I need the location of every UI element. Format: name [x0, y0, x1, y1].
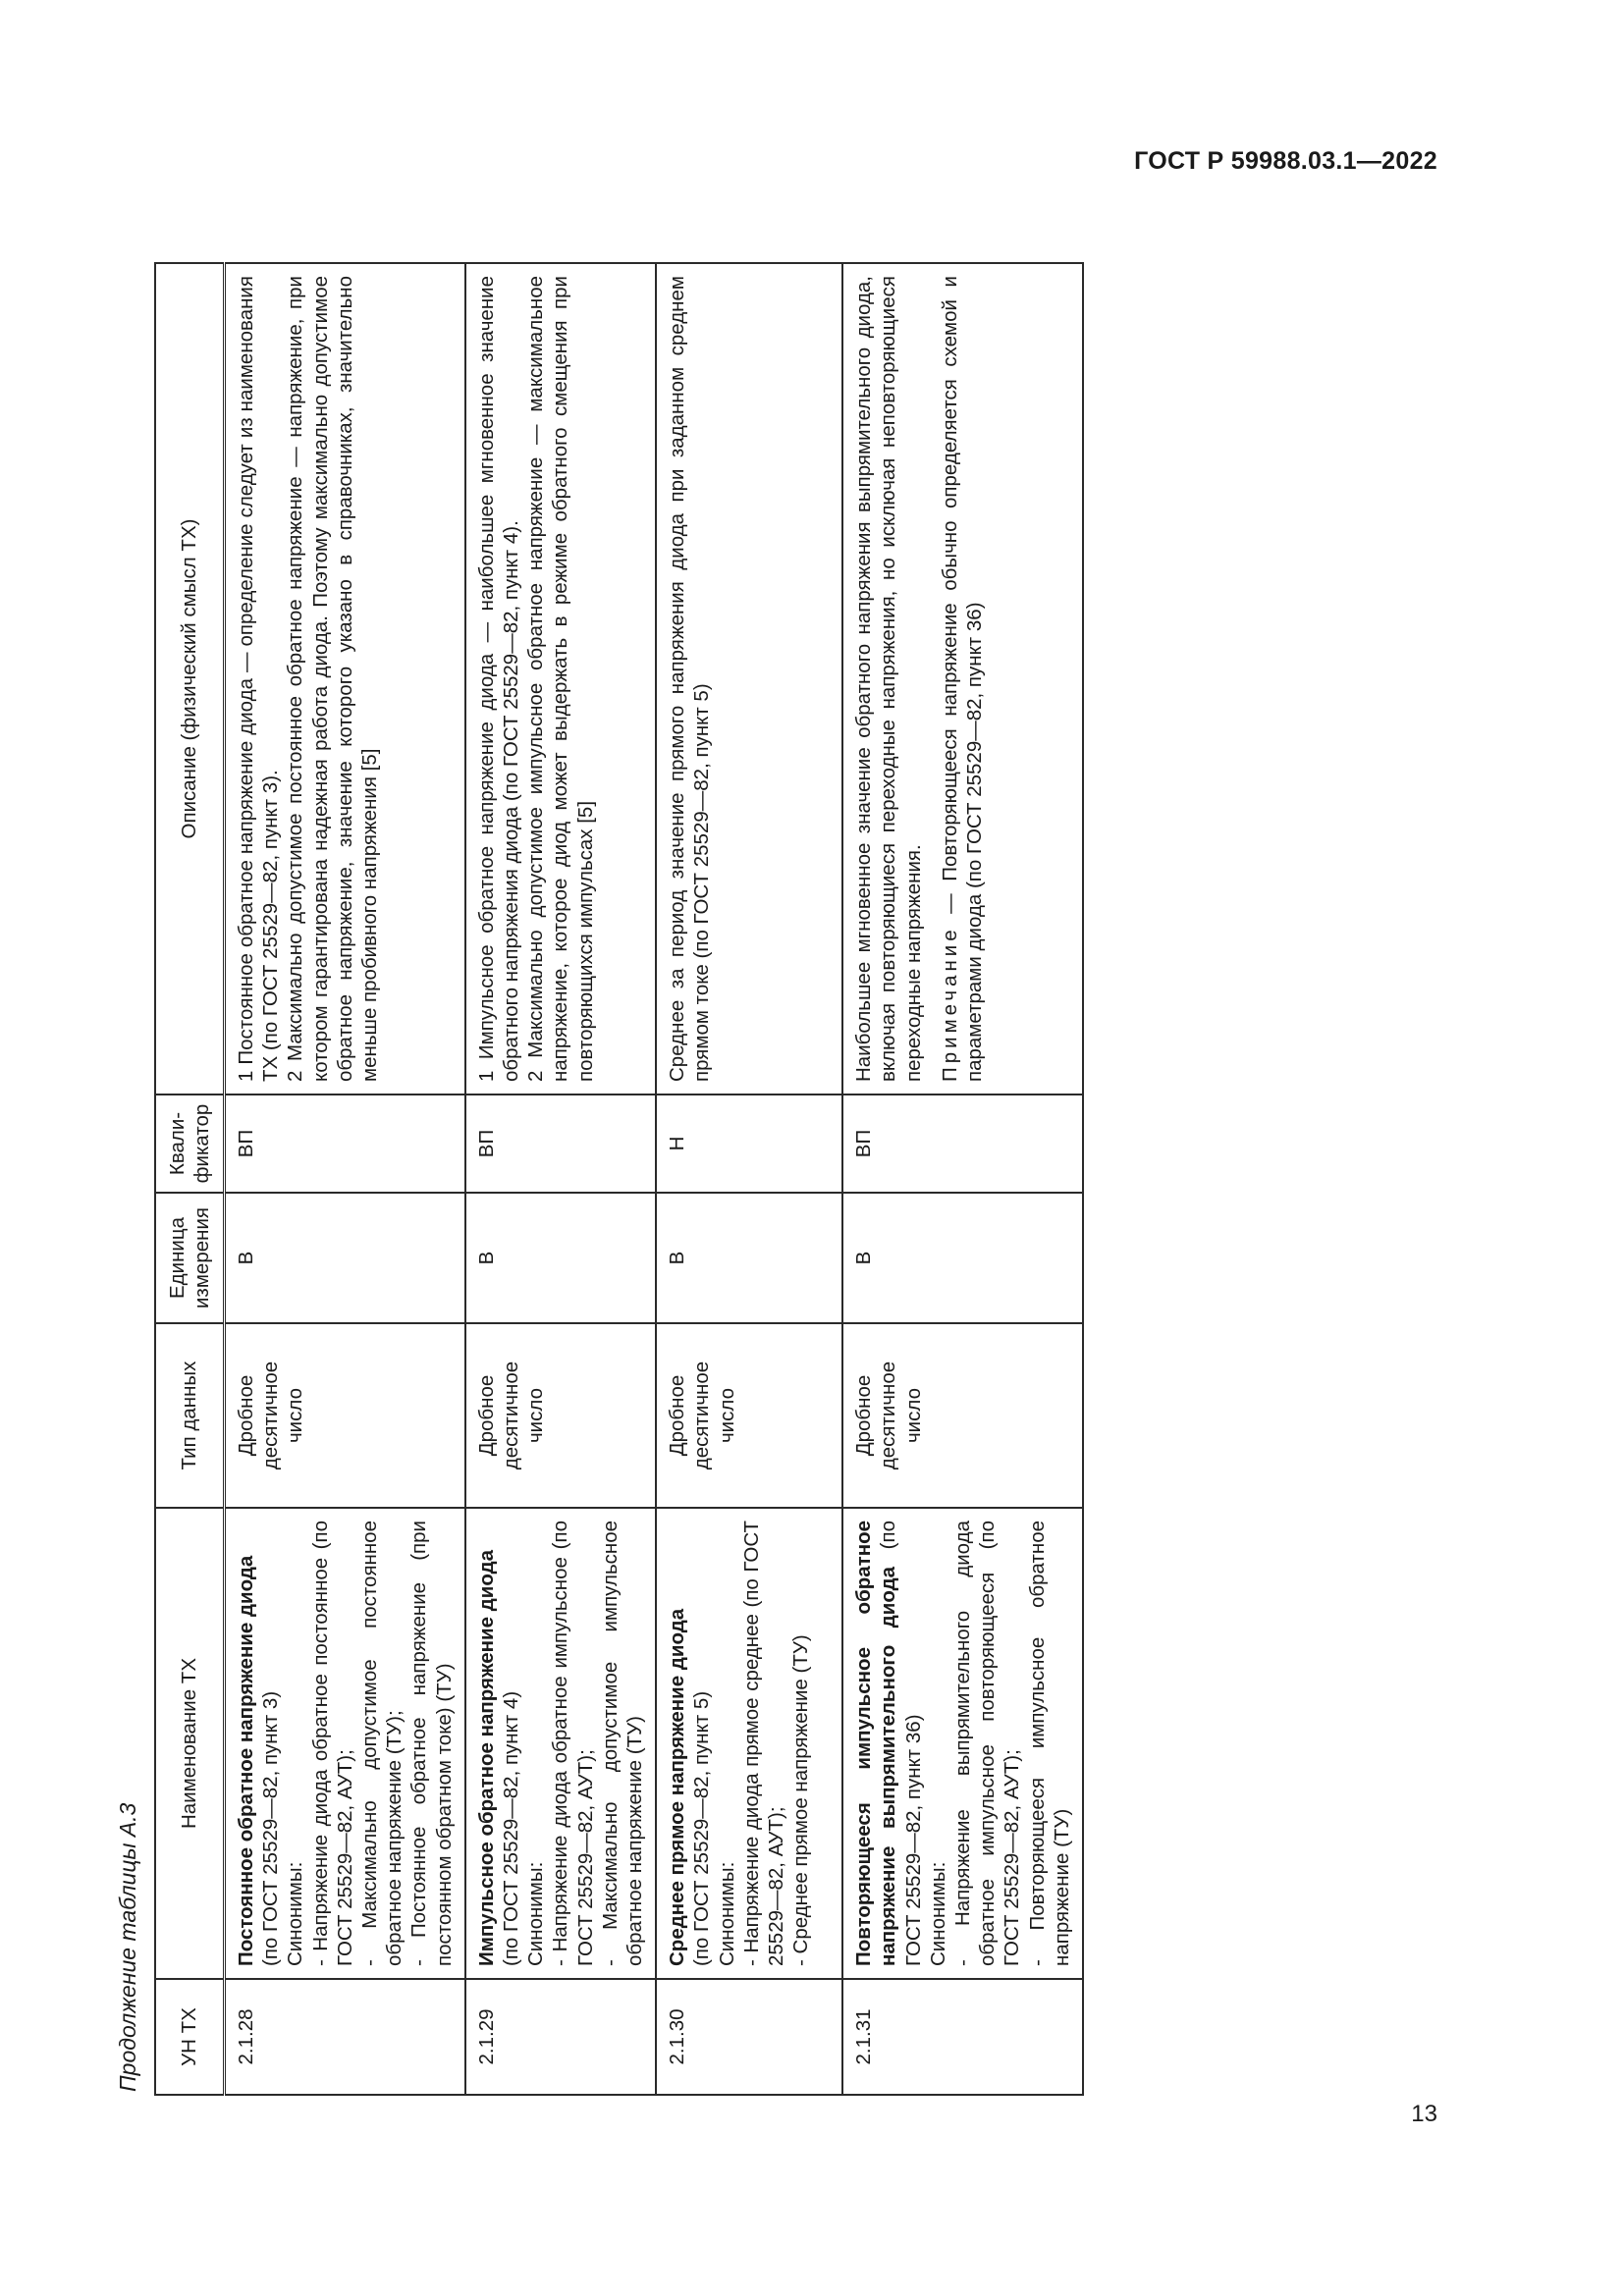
- row-name-cell: [656, 1508, 842, 1979]
- term-reference: (по ГОСТ 25529—82, пункт 36): [877, 1521, 925, 1966]
- table-row: [656, 263, 842, 2095]
- synonyms-label: Синонимы:: [284, 1861, 307, 1966]
- data-type-cell: Дробное десятичное число: [842, 1323, 1083, 1508]
- synonym-item: - Максимально допустимое импульсное обратное напряжение (ТУ): [598, 1521, 647, 1966]
- description-paragraph: Наибольшее мгновенное значение обратного напряжения выпрямительного диода, включая повторяющиеся переходные напряжения, но исключая неповторяющиеся переходные напряжения.: [852, 276, 925, 1082]
- description-paragraph: 1 Импульсное обратное напряжение диода — наибольшее мгновенное значение обратного напряжения диода (по ГОСТ 25529—82, пункт 4).: [474, 276, 523, 1082]
- row-name-cell: [465, 1508, 656, 1979]
- synonym-item: - Напряжение диода обратное постоянное (по ГОСТ 25529—82, АУТ);: [308, 1521, 356, 1966]
- term-title: Среднее прямое напряжение диода: [666, 1608, 689, 1966]
- qualifier-cell: ВП: [465, 1095, 656, 1193]
- row-name-cell: [225, 1508, 465, 1979]
- column-header-name: Наименование ТХ: [155, 1508, 225, 1979]
- row-name-cell: [842, 1508, 1083, 1979]
- table-caption: Продолжение таблицы А.3: [115, 1802, 140, 2092]
- description-cell: [465, 263, 656, 1095]
- synonyms-label: Синонимы:: [926, 1861, 949, 1966]
- note-paragraph: [938, 276, 987, 1082]
- description-paragraph: 2 Максимально допустимое постоянное обратное напряжение — напряжение, при котором гарантирована надежная работа диода. Поэтому максимально допустимое обратное напряжение, значение которого указано в справочниках, значительно меньше пробивного напряжения [5]: [284, 276, 382, 1082]
- column-header-data-type: Тип данных: [155, 1323, 225, 1508]
- synonym-item: - Постоянное обратное напряжение (при постоянном обратном токе) (ТУ): [407, 1521, 456, 1966]
- page-number: 13: [1411, 2101, 1437, 2127]
- row-id: 2.1.29: [465, 1979, 656, 2095]
- row-id: 2.1.31: [842, 1979, 1083, 2095]
- qualifier-cell: Н: [656, 1095, 842, 1193]
- column-header-qualifier: Квали-фикатор: [155, 1095, 225, 1193]
- rotated-table-region: [115, 260, 1205, 2096]
- synonym-item: - Повторяющееся импульсное обратное напряжение (ТУ): [1025, 1521, 1073, 1966]
- unit-cell: В: [656, 1193, 842, 1323]
- table-row: [225, 263, 465, 2095]
- row-id: 2.1.28: [225, 1979, 465, 2095]
- term-title: Импульсное обратное напряжение диода: [474, 1550, 498, 1966]
- synonym-item: - Напряжение диода обратное импульсное (по ГОСТ 25529—82, АУТ);: [549, 1521, 597, 1966]
- table-row: [465, 263, 656, 2095]
- column-header-id: УН ТХ: [155, 1979, 225, 2095]
- description-cell: [842, 263, 1083, 1095]
- note-text: — Повторяющееся напряжение обычно определяется схемой и параметрами диода (по ГОСТ 25529—82, пункт 36): [938, 276, 987, 1082]
- synonym-item: - Напряжение выпрямительного диода обратное импульсное повторяющееся (по ГОСТ 25529—82, АУТ);: [951, 1521, 1024, 1966]
- note-label: Примечание: [938, 926, 961, 1082]
- synonyms-label: Синонимы:: [715, 1861, 738, 1966]
- qualifier-cell: ВП: [842, 1095, 1083, 1193]
- column-header-unit: Единица измерения: [155, 1193, 225, 1323]
- characteristics-table: [154, 262, 1084, 2096]
- term-reference: (по ГОСТ 25529—82, пункт 3): [259, 1690, 283, 1966]
- data-type-cell: Дробное десятичное число: [465, 1323, 656, 1508]
- term-title: Постоянное обратное напряжение диода: [235, 1555, 257, 1966]
- description-cell: [656, 263, 842, 1095]
- column-header-description: Описание (физический смысл ТХ): [155, 263, 225, 1095]
- document-header: ГОСТ Р 59988.03.1—2022: [1134, 147, 1437, 175]
- unit-cell: В: [465, 1193, 656, 1323]
- paragraph-spacer: [926, 276, 938, 1082]
- description-paragraph: Среднее за период значение прямого напряжения диода при заданном среднем прямом токе (по ГОСТ 25529—82, пункт 5): [666, 276, 714, 1082]
- data-type-cell: Дробное десятичное число: [656, 1323, 842, 1508]
- qualifier-cell: ВП: [225, 1095, 465, 1193]
- row-id: 2.1.30: [656, 1979, 842, 2095]
- description-paragraph: 1 Постоянное обратное напряжение диода — определение следует из наименования ТХ (по ГОСТ 25529—82, пункт 3).: [235, 276, 283, 1082]
- unit-cell: В: [225, 1193, 465, 1323]
- synonym-item: - Среднее прямое напряжение (ТУ): [789, 1634, 813, 1966]
- description-cell: [225, 263, 465, 1095]
- synonym-item: - Максимально допустимое постоянное обратное напряжение (ТУ);: [358, 1521, 406, 1966]
- term-reference: (по ГОСТ 25529—82, пункт 5): [690, 1690, 714, 1966]
- table-row: [842, 263, 1083, 2095]
- term-reference: (по ГОСТ 25529—82, пункт 4): [500, 1690, 523, 1966]
- term-title: Повторяющееся импульсное обратное напряжение выпрямительного диода: [852, 1521, 900, 1966]
- unit-cell: В: [842, 1193, 1083, 1323]
- description-paragraph: 2 Максимально допустимое импульсное обратное напряжение — максимальное напряжение, которое диод может выдержать в режиме обратного смещения при повторяющихся импульсах [5]: [524, 276, 597, 1082]
- data-type-cell: Дробное десятичное число: [225, 1323, 465, 1508]
- synonym-item: - Напряжение диода прямое среднее (по ГОСТ 25529—82, АУТ);: [739, 1521, 788, 1966]
- table-header-row: [155, 263, 225, 2095]
- synonyms-label: Синонимы:: [524, 1861, 548, 1966]
